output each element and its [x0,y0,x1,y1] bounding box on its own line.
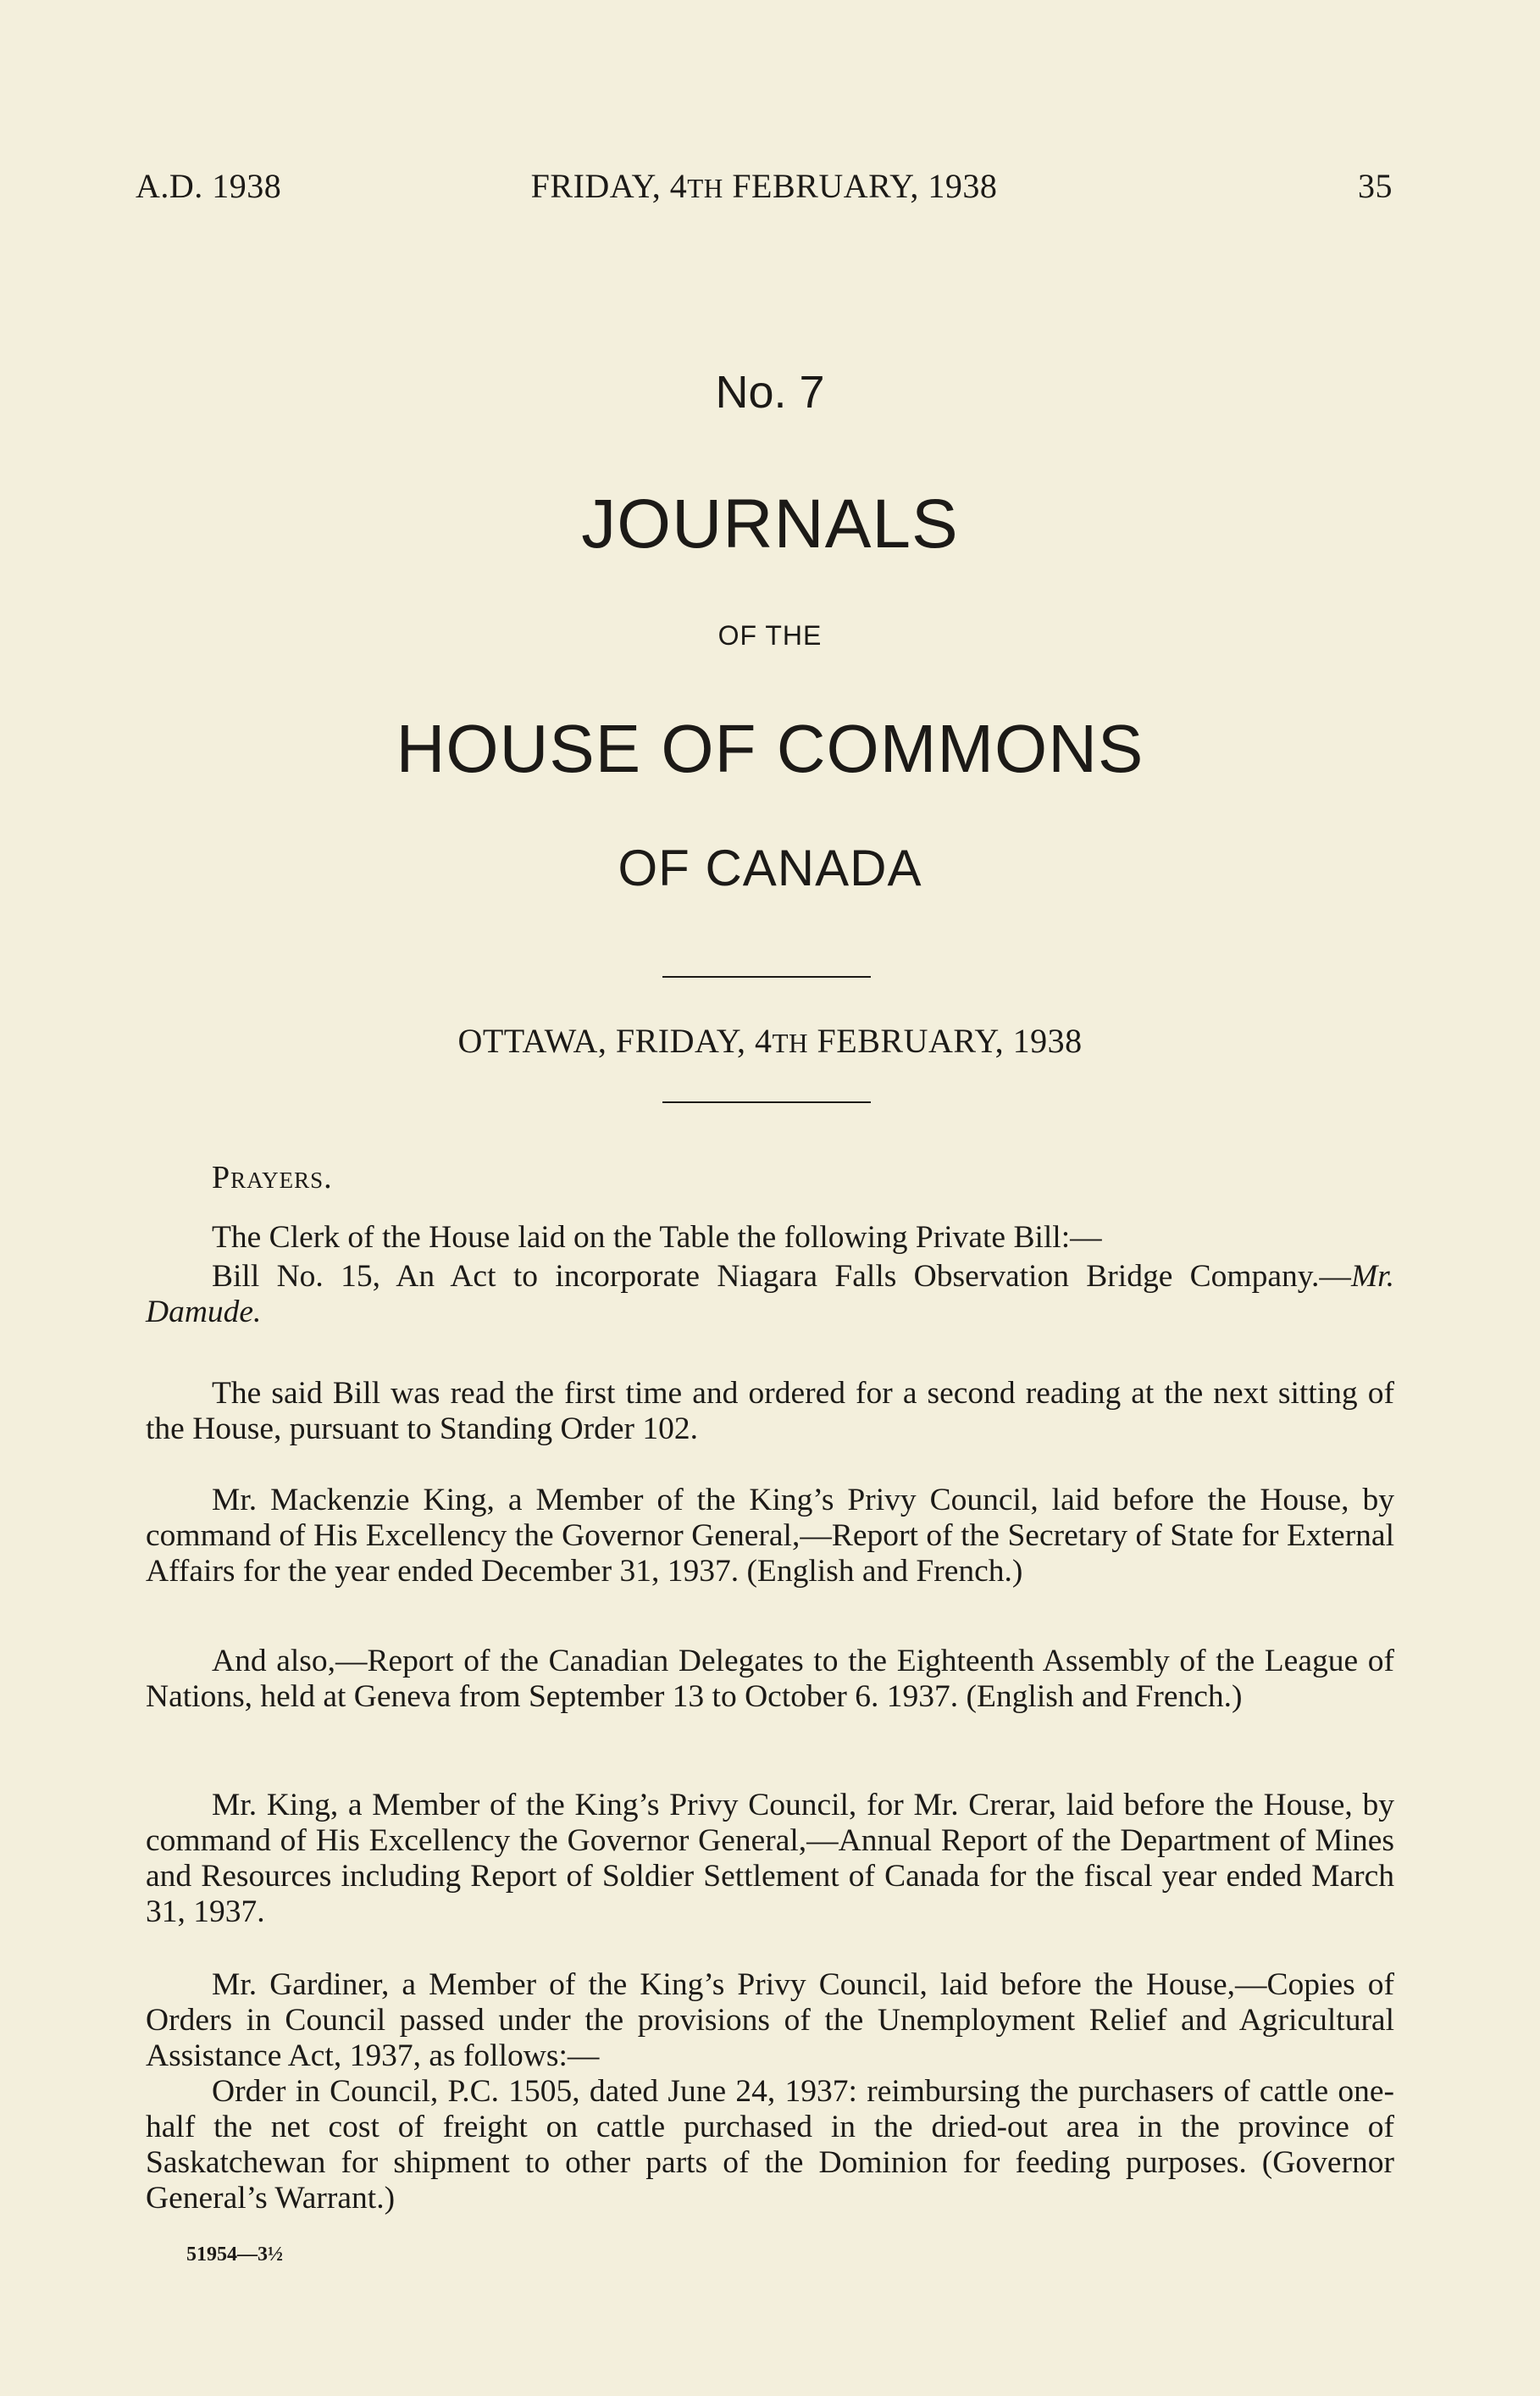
bill-mover: Mr. Damude. [146,1259,1394,1329]
page-number: 35 [1358,167,1393,205]
paragraph-text: Order in Council, P.C. 1505, dated June 24, 1937: reimbursing the purchasers of cattle one-half the net cost of freight on cattle purchased in the dried-out area in the province of Saskatchewan for shipment to other parts of the Dominion for feeding purposes. (Governor General’s Warrant.) [146,2074,1394,2216]
running-head-year: A.D. 1938 [136,167,282,205]
paragraph-text: And also,—Report of the Canadian Delegates to the Eighteenth Assembly of the League of Nations, held at Geneva from September 13 to October 6. 1937. (English and French.) [146,1644,1394,1714]
journals-title: JOURNALS [581,485,959,563]
dateline-ordinal: TH [772,1029,809,1058]
prayers-heading [212,1159,333,1196]
paragraph-text: Bill No. 15, An Act to incorporate Niagara Falls Observation Bridge Company.— [212,1259,1351,1294]
paragraph-bill-15 [146,1259,1394,1330]
of-canada-title: OF CANADA [618,840,922,896]
divider-rule-bottom [662,1101,871,1103]
of-the-label: OF THE [717,620,823,651]
running-head-date-ordinal: TH [687,174,723,203]
running-head-date-rest: FEBRUARY, 1938 [723,167,998,205]
printer-signature-code: 51954—3½ [186,2243,283,2266]
paragraph-text: Mr. Mackenzie King, a Member of the King’s Privy Council, laid before the House, by command of His Excellency the Governor General,—Report of the Secretary of State for External Affairs for the year ended December 31, 1937. (English and French.) [146,1483,1394,1589]
paragraph-external-affairs-report [146,1483,1394,1589]
paragraph-text: The said Bill was read the first time and ordered for a second reading at the next sitting of the House, pursuant to Standing Order 102. [146,1376,1394,1446]
paragraph-order-pc-1505 [146,2074,1394,2216]
paragraph-first-reading [146,1376,1394,1447]
paragraph-private-bill [146,1220,1394,1256]
dateline-rest: FEBRUARY, 1938 [808,1022,1083,1060]
house-of-commons-title: HOUSE OF COMMONS [396,711,1144,786]
paragraph-text: Mr. King, a Member of the King’s Privy Council, for Mr. Crerar, laid before the House, by command of His Excellency the Governor General,—Annual Report of the Department of Mines and Resources including Report of Soldier Settlement of Canada for the fiscal year ended March 31, 1937. [146,1788,1394,1929]
paragraph-league-of-nations-report [146,1644,1394,1715]
prayers-text: Prayers. [212,1160,333,1195]
paragraph-text: The Clerk of the House laid on the Table the following Private Bill:— [212,1220,1102,1255]
dateline [0,1021,1540,1061]
running-head-date-prefix: FRIDAY, 4 [530,167,688,205]
running-head-date [136,166,1393,206]
paragraph-mines-resources-report [146,1788,1394,1930]
issue-number: No. 7 [715,367,825,418]
dateline-prefix: OTTAWA, FRIDAY, 4 [457,1022,773,1060]
paragraph-orders-in-council [146,1967,1394,2074]
running-head [136,166,1393,208]
divider-rule-top [662,976,871,978]
paragraph-text: Mr. Gardiner, a Member of the King’s Privy Council, laid before the House,—Copies of Orders in Council passed under the provisions of the Unemployment Relief and Agricultural Assistance Act, 1937, as follows:— [146,1967,1394,2073]
paragraph-text-wrapper [146,1259,1394,1330]
